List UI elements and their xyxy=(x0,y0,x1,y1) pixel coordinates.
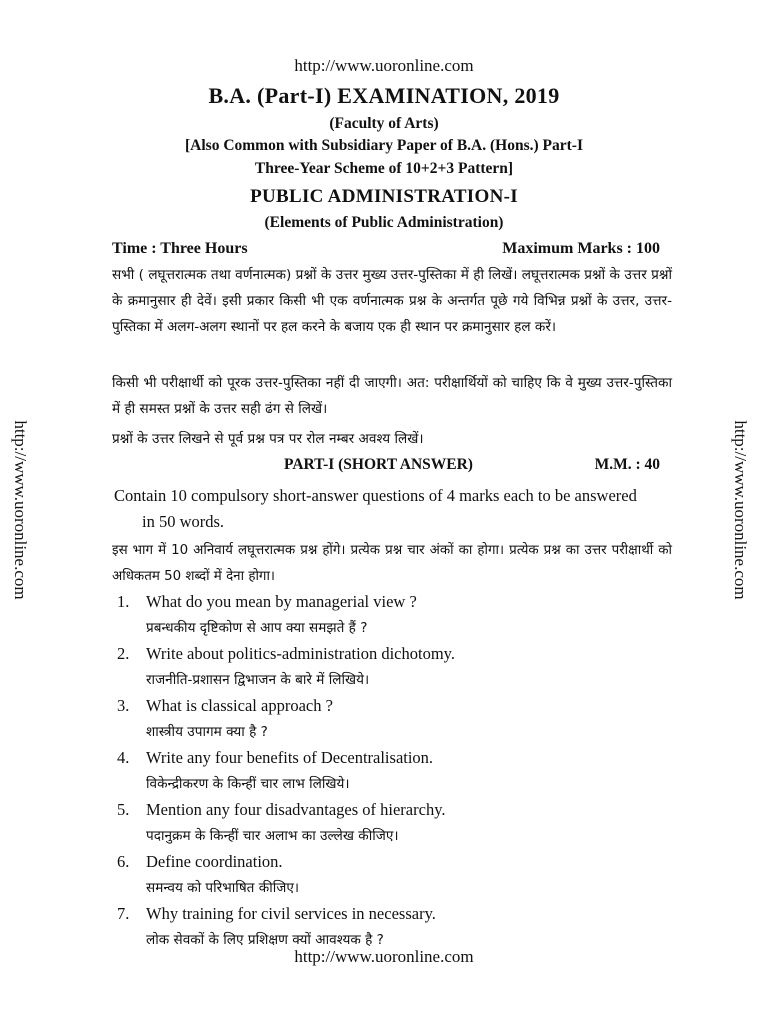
question-text-english: Define coordination. xyxy=(146,852,283,871)
time-allowed: Time : Three Hours xyxy=(112,240,248,257)
instruction-paragraph-2: किसी भी परीक्षार्थी को पूरक उत्तर-पुस्तिका नहीं दी जाएगी। अत: परीक्षार्थियों को चाहिए कि वे मुख्य उत्तर-पुस्तिका में ही समस्त प्रश्नों के उत्तर सही ढंग से लिखें। xyxy=(112,375,672,417)
question-item xyxy=(112,644,672,696)
part1-title: PART-I (SHORT ANSWER) xyxy=(284,456,473,473)
top-url-watermark: http://www.uoronline.com xyxy=(294,56,474,75)
question-item xyxy=(112,800,672,852)
question-item xyxy=(112,592,672,644)
question-number: 7. xyxy=(117,904,130,923)
question-text-hindi: प्रबन्धकीय दृष्टिकोण से आप क्या समझते हैं ? xyxy=(146,620,368,636)
right-url-watermark: http://www.uoronline.com xyxy=(731,420,750,600)
part1-instruction-hindi: इस भाग में 10 अनिवार्य लघूत्तरात्मक प्रश्न होंगे। प्रत्येक प्रश्न चार अंकों का होगा। प्रत्येक प्रश्न का उत्तर परीक्षार्थी को अधिकतम 50 शब्दों में देना होगा। xyxy=(112,543,672,584)
common-paper-note: [Also Common with Subsidiary Paper of B.A. (Hons.) Part-I xyxy=(185,137,583,154)
question-text-hindi: राजनीति-प्रशासन द्विभाजन के बारे में लिखिये। xyxy=(146,672,370,688)
exam-meta-row xyxy=(112,240,660,262)
maximum-marks: Maximum Marks : 100 xyxy=(502,240,660,257)
question-number: 4. xyxy=(117,748,130,767)
question-text-hindi: लोक सेवकों के लिए प्रशिक्षण क्यों आवश्यक है ? xyxy=(146,932,384,948)
question-number: 1. xyxy=(117,592,130,611)
question-number: 6. xyxy=(117,852,130,871)
part1-heading-row xyxy=(112,456,660,478)
question-text-english: Write about politics-administration dichotomy. xyxy=(146,644,455,663)
part1-instruction-english xyxy=(114,483,666,535)
question-text-english: Write any four benefits of Decentralisation. xyxy=(146,748,434,767)
question-number: 5. xyxy=(117,800,130,819)
instruction-paragraph-1: सभी ( लघूत्तरात्मक तथा वर्णनात्मक) प्रश्नों के उत्तर मुख्य उत्तर-पुस्तिका में ही लिखें। लघूत्तरात्मक प्रश्नों के उत्तर प्रश्नों के क्रमानुसार ही देवें। इसी प्रकार किसी भी एक वर्णनात्मक प्रश्न के अन्तर्गत पूछे गये विभिन्न प्रश्नों के उत्तर, उत्तर-पुस्तिका में अलग-अलग स्थानों पर हल करने के बजाय एक ही स्थान पर क्रमानुसार हल करें। xyxy=(112,267,672,335)
question-number: 2. xyxy=(117,644,130,663)
question-text-english: What do you mean by managerial view ? xyxy=(146,592,417,611)
question-text-hindi: पदानुक्रम के किन्हीं चार अलाभ का उल्लेख कीजिए। xyxy=(146,828,399,844)
question-text-english: Mention any four disadvantages of hierarchy. xyxy=(146,800,446,819)
question-item xyxy=(112,696,672,748)
paper-name: (Elements of Public Administration) xyxy=(264,214,504,231)
question-number: 3. xyxy=(117,696,130,715)
left-url-watermark: http://www.uoronline.com xyxy=(11,420,30,600)
part1-instruction-english-line2: in 50 words. xyxy=(142,512,225,531)
part1-instruction-english-line1: Contain 10 compulsory short-answer questions of 4 marks each to be answered xyxy=(114,486,637,505)
subject-title: PUBLIC ADMINISTRATION-I xyxy=(250,186,518,207)
exam-title: B.A. (Part-I) EXAMINATION, 2019 xyxy=(208,83,560,108)
question-text-english: What is classical approach ? xyxy=(146,696,333,715)
question-text-hindi: शास्त्रीय उपागम क्या है ? xyxy=(146,724,268,740)
question-list xyxy=(112,592,672,956)
question-text-english: Why training for civil services in necessary. xyxy=(146,904,436,923)
part1-marks: M.M. : 40 xyxy=(594,456,660,473)
question-text-hindi: समन्वय को परिभाषित कीजिए। xyxy=(146,880,299,896)
question-item xyxy=(112,748,672,800)
question-item xyxy=(112,852,672,904)
instruction-paragraph-3: प्रश्नों के उत्तर लिखने से पूर्व प्रश्न पत्र पर रोल नम्बर अवश्य लिखें। xyxy=(112,431,424,447)
faculty-line: (Faculty of Arts) xyxy=(329,115,439,132)
bottom-url-watermark: http://www.uoronline.com xyxy=(294,947,474,966)
scheme-line: Three-Year Scheme of 10+2+3 Pattern] xyxy=(254,160,514,177)
question-text-hindi: विकेन्द्रीकरण के किन्हीं चार लाभ लिखिये। xyxy=(146,776,350,792)
